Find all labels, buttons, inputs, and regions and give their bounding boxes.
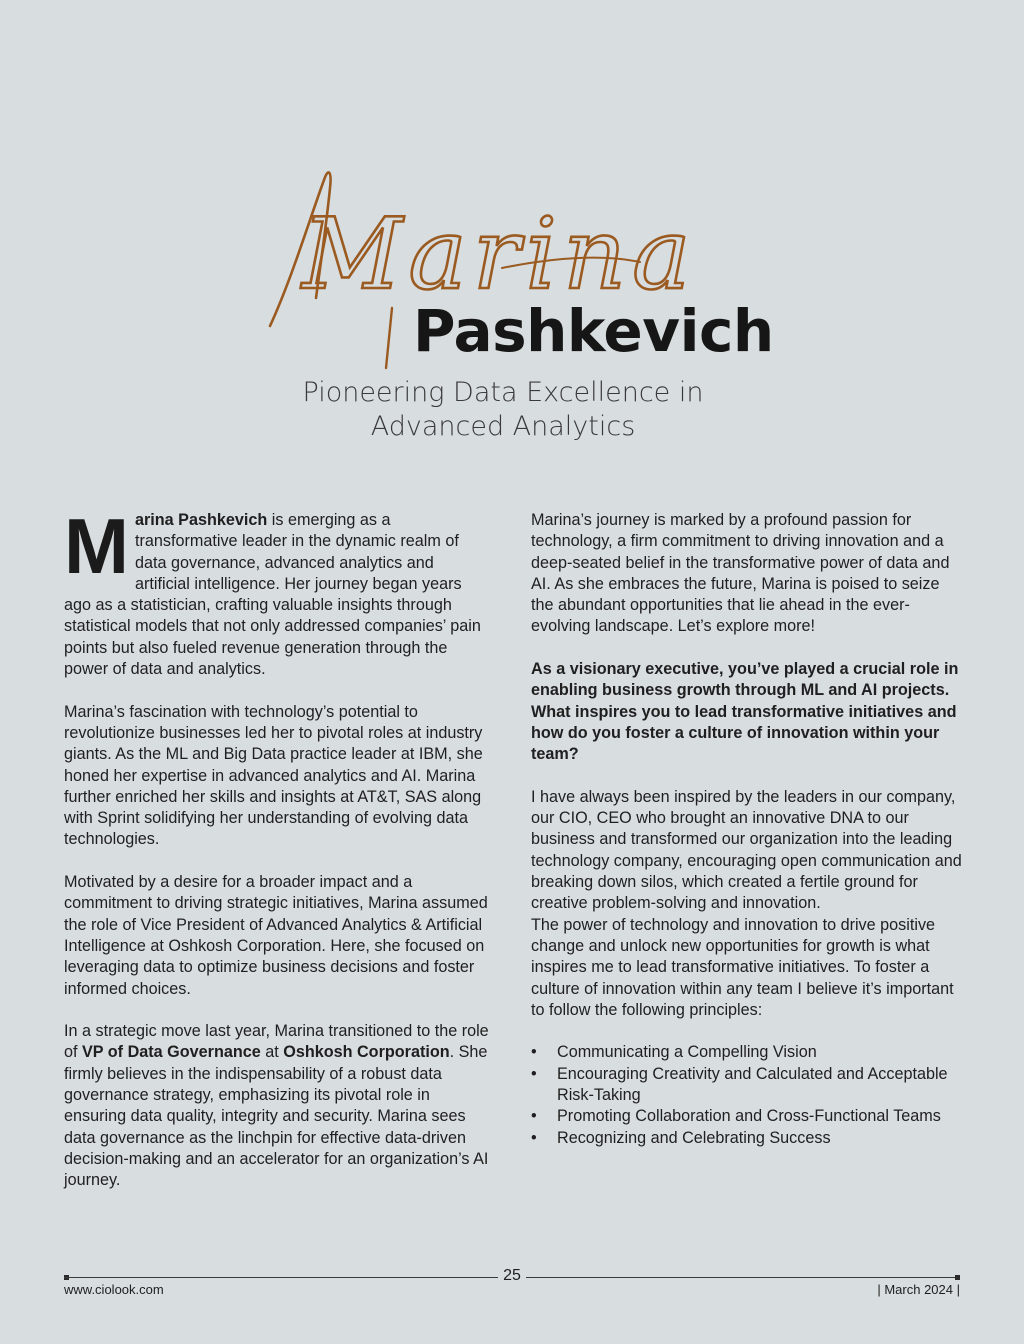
principles-list bbox=[531, 1042, 963, 1148]
script-first-name: Marina bbox=[302, 198, 697, 312]
drop-cap: M bbox=[64, 502, 129, 590]
paragraph-4 bbox=[64, 1021, 490, 1191]
paragraph-2: Marina’s fascination with technology’s potential to revolutionize businesses led her to pivotal roles at industry giants. As the ML and Big Data practice leader at IBM, she honed her expertise in advanced analytics and AI. Marina further enriched her skills and insights at AT&T, SAS along with Sprint solidifying her understanding of evolving data technologies. bbox=[64, 702, 483, 849]
paragraph-3: Motivated by a desire for a broader impact and a commitment to driving strategic initiatives, Marina assumed the role of Vice President of Advanced Analytics & Artificial Intelligence at Oshkosh Corporation. Here, she focused on leveraging data to optimize business decisions and foster informed choices. bbox=[64, 873, 488, 998]
p4-text-c: at bbox=[260, 1043, 284, 1062]
right-column bbox=[531, 510, 963, 1149]
answer-paragraph-2: The power of technology and innovation to drive positive change and unlock new opportunities for growth is what inspires me to lead transformative initiatives. To foster a culture of innovation within any team I believe it’s important to follow the following principles: bbox=[531, 915, 954, 1019]
article-subtitle bbox=[0, 376, 1006, 444]
subtitle-line-2: Advanced Analytics bbox=[370, 411, 636, 442]
p4-text-e: . She firmly believes in the indispensability of a robust data governance strategy, emphasizing its pivotal role in ensuring data quality, integrity and security. Marina sees data governance as the linchpin for effective data-driven decision-making and an accelerator for an organization’s AI journey. bbox=[64, 1043, 489, 1190]
name-bold: arina Pashkevich bbox=[134, 511, 268, 529]
list-item: • Communicating a Compelling Vision bbox=[531, 1042, 963, 1063]
answer-paragraph-1: I have always been inspired by the leaders in our company, our CIO, CEO who brought an innovative DNA to our business and transformed our organization into the leading technology company, encouraging open communication and breaking down silos, which created a fertile ground for creative problem-solving and innovation. bbox=[531, 787, 962, 913]
list-item: • Encouraging Creativity and Calculated and Acceptable Risk-Taking bbox=[531, 1064, 963, 1107]
company-bold: Oshkosh Corporation bbox=[283, 1043, 450, 1062]
footer-rule-right-end bbox=[955, 1275, 960, 1280]
intro-paragraph bbox=[64, 502, 490, 680]
article-header bbox=[0, 0, 1024, 470]
intro-text: is emerging as a transformative leader in the dynamic realm of data governance, advanced analytics and artificial intelligence. Her journey began years ago as a statistician, crafting valuable insights through statistical models that not only addressed companies’ pain points but also fueled revenue generation through the power of data and analytics. bbox=[64, 511, 481, 679]
footer-rule-right bbox=[526, 1277, 960, 1278]
left-column bbox=[64, 502, 490, 1213]
footer-rule-left bbox=[64, 1277, 498, 1278]
interview-question: As a visionary executive, you’ve played a crucial role in enabling business growth through ML and AI projects. What inspires you to lead transformative initiatives and how do you foster a culture of innovation within your team? bbox=[531, 660, 959, 764]
right-paragraph-1: Marina’s journey is marked by a profound passion for technology, a firm commitment to driving innovation and a deep-seated belief in the transformative power of data and AI. As she embraces the future, Marina is poised to seize the abundant opportunities that lie ahead in the ever-evolving landscape. Let’s explore more! bbox=[531, 511, 950, 636]
role-bold: VP of Data Governance bbox=[82, 1043, 261, 1062]
list-item: • Recognizing and Celebrating Success bbox=[531, 1128, 963, 1149]
website-link[interactable]: www.ciolook.com bbox=[64, 1282, 164, 1297]
page-number: 25 bbox=[503, 1267, 521, 1284]
p4-text-a: In a strategic move last year, Marina transitioned to the role of bbox=[64, 1022, 489, 1062]
list-item: • Promoting Collaboration and Cross-Functional Teams bbox=[531, 1106, 963, 1127]
issue-date: | March 2024 | bbox=[877, 1282, 960, 1297]
surname: Pashkevich bbox=[413, 297, 774, 365]
subtitle-line-1: Pioneering Data Excellence in bbox=[302, 377, 704, 408]
